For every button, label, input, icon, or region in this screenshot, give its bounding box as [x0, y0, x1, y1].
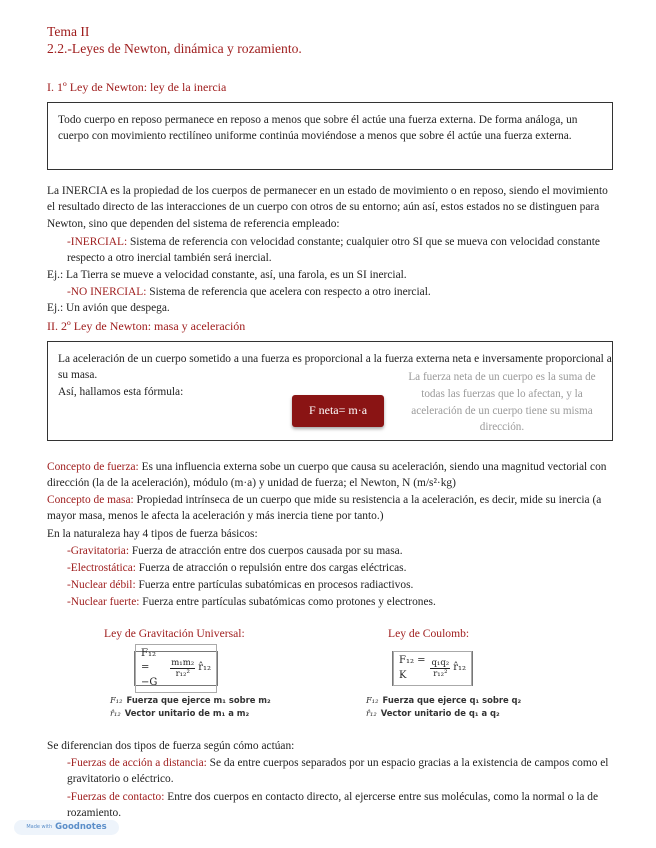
- coulomb-legend-text: Vector unitario de q₁ a q₂: [380, 708, 500, 719]
- gravitation-legend-item: [110, 707, 271, 720]
- mass-concept-text: Propiedad intrínseca de un cuerpo que mide su resistencia a la aceleración, es decir, mide su inercia (a mayor masa, menos le afecta la aceleración y más inercia tiene por tanto.): [47, 494, 602, 523]
- first-law-box: [47, 102, 613, 170]
- force-type-item: [47, 543, 613, 559]
- coulomb-eq-denominator: r₁₂²: [433, 669, 448, 679]
- gravitation-legend-item: [110, 694, 271, 707]
- force-types-intro: En la naturaleza hay 4 tipos de fuerza básicos:: [47, 528, 258, 540]
- force-type-item: [47, 594, 613, 610]
- force-type-text: Fuerza de atracción o repulsión entre dos cargas eléctricas.: [135, 562, 407, 574]
- coulomb-legend-symbol: r̂₁₂: [366, 708, 377, 719]
- coulomb-legend: [366, 694, 521, 720]
- contact-forces-label: -Fuerzas de contacto:: [67, 791, 165, 803]
- example-1: Ej.: La Tierra se mueve a velocidad constante, así, una farola, es un SI inercial.: [47, 269, 407, 281]
- mass-concept-label: Concepto de masa:: [47, 494, 134, 506]
- force-type-text: Fuerza de atracción entre dos cuerpos causada por su masa.: [129, 545, 403, 557]
- contact-forces-text: Entre dos cuerpos en contacto directo, al ejercerse entre sus moléculas, como la normal o la de rozamiento.: [67, 791, 599, 820]
- coulomb-legend-symbol: F₁₂: [366, 695, 379, 705]
- no-inercial-text: Sistema de referencia que acelera con respecto a otro inercial.: [146, 286, 431, 298]
- no-inercial-definition: [47, 284, 613, 300]
- inercial-definition: [47, 234, 613, 267]
- action-forces-intro: Se diferencian dos tipos de fuerza según cómo actúan:: [47, 740, 295, 752]
- inercial-text: Sistema de referencia con velocidad constante; cualquier otro SI que se mueva con velocidad constante respecto a otro inercial también será inercial.: [67, 236, 600, 265]
- net-force-formula: F neta= m·a: [292, 395, 384, 427]
- gravitation-eq-fraction: [170, 659, 195, 679]
- section2-heading: II. 2º Ley de Newton: masa y aceleración: [47, 319, 246, 333]
- force-concept: [47, 459, 613, 492]
- page-subtitle: 2.2.-Leyes de Newton, dinámica y rozamiento.: [47, 41, 302, 56]
- gravitation-legend: [110, 694, 271, 720]
- force-concept-label: Concepto de fuerza:: [47, 461, 139, 473]
- contact-forces: [47, 789, 613, 822]
- gravitation-eq-lhs: F₁₂ = −G: [141, 647, 158, 688]
- force-type-item: [47, 577, 613, 593]
- no-inercial-label: -NO INERCIAL:: [67, 286, 147, 298]
- coulomb-eq-numerator: q₁q₂: [431, 657, 450, 668]
- example-2: Ej.: Un avión que despega.: [47, 302, 170, 314]
- coulomb-legend-item: [366, 707, 521, 720]
- gravitation-legend-text: Fuerza que ejerce m₁ sobre m₂: [126, 695, 271, 705]
- inercial-label: -INERCIAL:: [67, 236, 128, 248]
- watermark-prefix: Made with: [26, 823, 53, 830]
- inertia-paragraph: La INERCIA es la propiedad de los cuerpos de permanecer en un estado de movimiento o en reposo, siendo el movimiento el resultado directo de las interacciones de un cuerpo con otros de su entorno; aún así, estos estados no se distinguen para Newton, sino que dependen del sistema de referencia empleado:: [47, 185, 608, 230]
- force-type-label: -Gravitatoria:: [67, 545, 129, 557]
- first-law-text: Todo cuerpo en reposo permanece en reposo a menos que sobre él actúe una fuerza externa. De forma análoga, un cuerpo con movimiento rectilíneo uniforme continúa moviéndose a menos que sobre él actúe una fuerza externa.: [58, 114, 578, 143]
- coulomb-law-title: Ley de Coulomb:: [388, 627, 470, 640]
- coulomb-legend-item: [366, 694, 521, 707]
- gravitation-equation: [134, 647, 218, 688]
- gravitation-legend-symbol: F₁₂: [110, 695, 123, 705]
- gravitation-eq-denominator: r₁₂²: [175, 669, 190, 679]
- section1-heading: I. 1º Ley de Newton: ley de la inercia: [47, 80, 227, 94]
- mass-concept: [47, 492, 613, 525]
- distance-forces: [47, 755, 613, 788]
- gravitation-legend-symbol: r̂₁₂: [110, 708, 121, 719]
- net-force-note: La fuerza neta de un cuerpo es la suma de todas las fuerzas que lo afectan, y la aceleración de un cuerpo tiene su misma dirección.: [408, 371, 596, 434]
- coulomb-eq-rhs: r̂₁₂: [453, 662, 466, 674]
- second-law-text: La aceleración de un cuerpo sometido a una fuerza es proporcional a la fuerza externa neta e inversamente proporcional a su masa.: [58, 353, 612, 382]
- coulomb-eq-fraction: [430, 659, 450, 679]
- topic-title: Tema II: [47, 24, 90, 39]
- force-concept-text: Es una influencia externa sobe un cuerpo que causa su aceleración, siendo una magnitud vectorial con dirección (la de la aceleración), módulo (m·a) y unidad de fuerza; el Newton, N (m/s²·kg): [47, 461, 607, 490]
- force-type-label: -Electrostática:: [67, 562, 136, 574]
- gravitation-legend-text: Vector unitario de m₁ a m₂: [124, 708, 250, 719]
- goodnotes-watermark: [14, 820, 119, 835]
- force-type-label: -Nuclear débil:: [67, 579, 136, 591]
- distance-forces-label: -Fuerzas de acción a distancia:: [67, 757, 207, 769]
- gravitation-law-title: Ley de Gravitación Universal:: [104, 627, 245, 640]
- gravitation-eq-rhs: r̂₁₂: [198, 662, 211, 674]
- second-law-text-2: Así, hallamos esta fórmula:: [58, 385, 184, 398]
- gravitation-eq-numerator: m₁m₂: [171, 657, 195, 668]
- distance-forces-text: Se da entre cuerpos separados por un espacio gracias a la existencia de campos como el gravitatorio o eléctrico.: [67, 757, 609, 786]
- coulomb-equation: [392, 651, 473, 686]
- force-type-item: [47, 560, 613, 576]
- watermark-brand: Goodnotes: [55, 822, 107, 833]
- force-type-label: -Nuclear fuerte:: [67, 596, 140, 608]
- force-type-text: Fuerza entre partículas subatómicas en procesos radiactivos.: [135, 579, 414, 591]
- coulomb-legend-text: Fuerza que ejerce q₁ sobre q₂: [382, 695, 522, 705]
- coulomb-eq-lhs: F₁₂ = K: [399, 655, 426, 681]
- force-type-text: Fuerza entre partículas subatómicas como protones y electrones.: [139, 596, 436, 608]
